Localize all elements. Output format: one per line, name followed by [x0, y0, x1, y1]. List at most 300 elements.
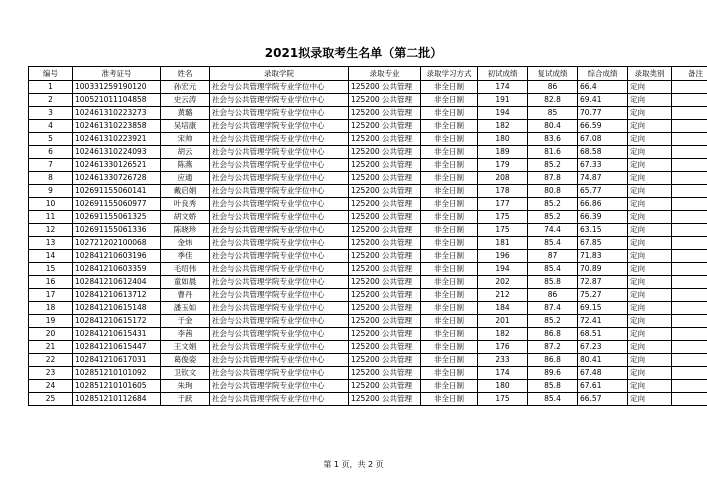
- header-col-remarks: 备注: [672, 67, 707, 81]
- table-row: [29, 289, 707, 302]
- cell-major: 125200 公共管理: [349, 133, 421, 146]
- cell-total-score: 71.83: [578, 250, 628, 263]
- table-row: [29, 276, 707, 289]
- cell-retest-score: 80.4: [528, 120, 578, 133]
- cell-initial-score: 196: [478, 250, 528, 263]
- cell-initial-score: 233: [478, 354, 528, 367]
- cell-major: 125200 公共管理: [349, 341, 421, 354]
- cell-remarks: [672, 289, 707, 302]
- cell-study-mode: 非全日制: [421, 185, 478, 198]
- cell-retest-score: 86.8: [528, 328, 578, 341]
- cell-retest-score: 85.4: [528, 263, 578, 276]
- cell-exam-id: 102461330726728: [73, 172, 161, 185]
- cell-total-score: 66.39: [578, 211, 628, 224]
- cell-study-mode: 非全日制: [421, 120, 478, 133]
- cell-number: 11: [29, 211, 73, 224]
- cell-initial-score: 177: [478, 198, 528, 211]
- cell-category: 定向: [628, 302, 672, 315]
- cell-study-mode: 非全日制: [421, 289, 478, 302]
- cell-name: 季佳: [161, 250, 210, 263]
- cell-exam-id: 102841210615172: [73, 315, 161, 328]
- cell-exam-id: 102461310224093: [73, 146, 161, 159]
- table-row: [29, 107, 707, 120]
- cell-initial-score: 194: [478, 107, 528, 120]
- table-row: [29, 211, 707, 224]
- cell-name: 曹丹: [161, 289, 210, 302]
- cell-major: 125200 公共管理: [349, 263, 421, 276]
- cell-major: 125200 公共管理: [349, 354, 421, 367]
- cell-total-score: 66.4: [578, 81, 628, 94]
- cell-college: 社会与公共管理学院专业学位中心: [210, 120, 349, 133]
- cell-initial-score: 202: [478, 276, 528, 289]
- cell-category: 定向: [628, 133, 672, 146]
- cell-total-score: 67.33: [578, 159, 628, 172]
- cell-number: 1: [29, 81, 73, 94]
- cell-number: 24: [29, 380, 73, 393]
- cell-remarks: [672, 341, 707, 354]
- cell-remarks: [672, 393, 707, 406]
- cell-college: 社会与公共管理学院专业学位中心: [210, 354, 349, 367]
- cell-total-score: 67.48: [578, 367, 628, 380]
- cell-number: 25: [29, 393, 73, 406]
- cell-name: 戴启娟: [161, 185, 210, 198]
- cell-college: 社会与公共管理学院专业学位中心: [210, 107, 349, 120]
- cell-study-mode: 非全日制: [421, 302, 478, 315]
- cell-name: 胡文娇: [161, 211, 210, 224]
- cell-college: 社会与公共管理学院专业学位中心: [210, 302, 349, 315]
- cell-college: 社会与公共管理学院专业学位中心: [210, 289, 349, 302]
- cell-name: 吴培康: [161, 120, 210, 133]
- cell-study-mode: 非全日制: [421, 107, 478, 120]
- cell-exam-id: 102461310223858: [73, 120, 161, 133]
- cell-name: 应通: [161, 172, 210, 185]
- cell-initial-score: 184: [478, 302, 528, 315]
- cell-major: 125200 公共管理: [349, 367, 421, 380]
- cell-study-mode: 非全日制: [421, 380, 478, 393]
- cell-category: 定向: [628, 185, 672, 198]
- cell-exam-id: 102851210101605: [73, 380, 161, 393]
- cell-study-mode: 非全日制: [421, 159, 478, 172]
- cell-initial-score: 182: [478, 328, 528, 341]
- cell-major: 125200 公共管理: [349, 159, 421, 172]
- cell-major: 125200 公共管理: [349, 302, 421, 315]
- cell-number: 19: [29, 315, 73, 328]
- cell-remarks: [672, 211, 707, 224]
- cell-remarks: [672, 380, 707, 393]
- cell-exam-id: 102691155061325: [73, 211, 161, 224]
- cell-college: 社会与公共管理学院专业学位中心: [210, 250, 349, 263]
- cell-college: 社会与公共管理学院专业学位中心: [210, 367, 349, 380]
- table-row: [29, 354, 707, 367]
- cell-total-score: 68.58: [578, 146, 628, 159]
- cell-retest-score: 85.2: [528, 211, 578, 224]
- cell-name: 陈燕: [161, 159, 210, 172]
- cell-name: 于金: [161, 315, 210, 328]
- cell-category: 定向: [628, 107, 672, 120]
- cell-total-score: 74.87: [578, 172, 628, 185]
- cell-remarks: [672, 328, 707, 341]
- cell-remarks: [672, 159, 707, 172]
- cell-total-score: 66.59: [578, 120, 628, 133]
- admission-table: [28, 66, 707, 406]
- cell-remarks: [672, 146, 707, 159]
- cell-study-mode: 非全日制: [421, 367, 478, 380]
- cell-initial-score: 208: [478, 172, 528, 185]
- table-row: [29, 81, 707, 94]
- cell-college: 社会与公共管理学院专业学位中心: [210, 341, 349, 354]
- table-row: [29, 367, 707, 380]
- cell-remarks: [672, 133, 707, 146]
- cell-remarks: [672, 94, 707, 107]
- cell-study-mode: 非全日制: [421, 328, 478, 341]
- cell-remarks: [672, 315, 707, 328]
- cell-retest-score: 87.2: [528, 341, 578, 354]
- cell-study-mode: 非全日制: [421, 354, 478, 367]
- table-row: [29, 133, 707, 146]
- cell-exam-id: 102841210615447: [73, 341, 161, 354]
- cell-major: 125200 公共管理: [349, 107, 421, 120]
- cell-category: 定向: [628, 380, 672, 393]
- cell-category: 定向: [628, 328, 672, 341]
- cell-college: 社会与公共管理学院专业学位中心: [210, 224, 349, 237]
- cell-category: 定向: [628, 211, 672, 224]
- cell-number: 17: [29, 289, 73, 302]
- table-row: [29, 302, 707, 315]
- cell-number: 14: [29, 250, 73, 263]
- cell-total-score: 69.15: [578, 302, 628, 315]
- cell-study-mode: 非全日制: [421, 276, 478, 289]
- cell-exam-id: 102461330126521: [73, 159, 161, 172]
- cell-number: 8: [29, 172, 73, 185]
- cell-exam-id: 102461310223921: [73, 133, 161, 146]
- cell-college: 社会与公共管理学院专业学位中心: [210, 393, 349, 406]
- cell-retest-score: 82.8: [528, 94, 578, 107]
- cell-total-score: 67.85: [578, 237, 628, 250]
- cell-total-score: 72.87: [578, 276, 628, 289]
- cell-study-mode: 非全日制: [421, 198, 478, 211]
- cell-name: 王文娟: [161, 341, 210, 354]
- cell-major: 125200 公共管理: [349, 250, 421, 263]
- cell-initial-score: 175: [478, 393, 528, 406]
- cell-name: 陈晓珍: [161, 224, 210, 237]
- cell-number: 13: [29, 237, 73, 250]
- cell-retest-score: 86.8: [528, 354, 578, 367]
- cell-number: 9: [29, 185, 73, 198]
- table-row: [29, 380, 707, 393]
- cell-study-mode: 非全日制: [421, 250, 478, 263]
- cell-retest-score: 86: [528, 81, 578, 94]
- header-col-college: 录取学院: [210, 67, 349, 81]
- cell-college: 社会与公共管理学院专业学位中心: [210, 315, 349, 328]
- cell-major: 125200 公共管理: [349, 393, 421, 406]
- cell-total-score: 65.77: [578, 185, 628, 198]
- cell-study-mode: 非全日制: [421, 263, 478, 276]
- cell-number: 2: [29, 94, 73, 107]
- cell-category: 定向: [628, 159, 672, 172]
- cell-name: 于跃: [161, 393, 210, 406]
- table-row: [29, 263, 707, 276]
- cell-name: 毛绍伟: [161, 263, 210, 276]
- cell-exam-id: 102841210613712: [73, 289, 161, 302]
- cell-number: 3: [29, 107, 73, 120]
- cell-name: 金炜: [161, 237, 210, 250]
- header-col-study-mode: 录取学习方式: [421, 67, 478, 81]
- cell-category: 定向: [628, 263, 672, 276]
- cell-college: 社会与公共管理学院专业学位中心: [210, 81, 349, 94]
- cell-initial-score: 178: [478, 185, 528, 198]
- table-row: [29, 172, 707, 185]
- cell-name: 孙宏元: [161, 81, 210, 94]
- cell-exam-id: 102841210603359: [73, 263, 161, 276]
- cell-major: 125200 公共管理: [349, 328, 421, 341]
- table-row: [29, 224, 707, 237]
- cell-category: 定向: [628, 250, 672, 263]
- cell-retest-score: 89.6: [528, 367, 578, 380]
- cell-total-score: 66.86: [578, 198, 628, 211]
- cell-exam-id: 102691155060141: [73, 185, 161, 198]
- cell-number: 7: [29, 159, 73, 172]
- cell-retest-score: 85.4: [528, 393, 578, 406]
- cell-exam-id: 102841210612404: [73, 276, 161, 289]
- cell-name: 李茜: [161, 328, 210, 341]
- cell-category: 定向: [628, 315, 672, 328]
- cell-category: 定向: [628, 172, 672, 185]
- cell-initial-score: 180: [478, 133, 528, 146]
- cell-study-mode: 非全日制: [421, 341, 478, 354]
- cell-retest-score: 85.2: [528, 198, 578, 211]
- cell-retest-score: 85.4: [528, 237, 578, 250]
- cell-number: 5: [29, 133, 73, 146]
- cell-category: 定向: [628, 81, 672, 94]
- cell-retest-score: 85.8: [528, 380, 578, 393]
- table-row: [29, 250, 707, 263]
- cell-major: 125200 公共管理: [349, 211, 421, 224]
- cell-retest-score: 87: [528, 250, 578, 263]
- cell-name: 史云涛: [161, 94, 210, 107]
- cell-college: 社会与公共管理学院专业学位中心: [210, 237, 349, 250]
- cell-retest-score: 85.2: [528, 315, 578, 328]
- cell-exam-id: 102691155061336: [73, 224, 161, 237]
- cell-remarks: [672, 276, 707, 289]
- cell-name: 葛俊姿: [161, 354, 210, 367]
- cell-category: 定向: [628, 276, 672, 289]
- cell-college: 社会与公共管理学院专业学位中心: [210, 198, 349, 211]
- header-col-retest-score: 复试成绩: [528, 67, 578, 81]
- cell-retest-score: 87.4: [528, 302, 578, 315]
- cell-major: 125200 公共管理: [349, 185, 421, 198]
- cell-category: 定向: [628, 198, 672, 211]
- cell-initial-score: 174: [478, 81, 528, 94]
- cell-study-mode: 非全日制: [421, 94, 478, 107]
- cell-initial-score: 175: [478, 211, 528, 224]
- cell-retest-score: 85.8: [528, 276, 578, 289]
- header-col-initial-score: 初试成绩: [478, 67, 528, 81]
- table-row: [29, 94, 707, 107]
- header-col-number: 编号: [29, 67, 73, 81]
- cell-college: 社会与公共管理学院专业学位中心: [210, 380, 349, 393]
- cell-exam-id: 102841210617031: [73, 354, 161, 367]
- cell-number: 16: [29, 276, 73, 289]
- cell-total-score: 67.08: [578, 133, 628, 146]
- cell-remarks: [672, 107, 707, 120]
- cell-number: 12: [29, 224, 73, 237]
- cell-major: 125200 公共管理: [349, 276, 421, 289]
- cell-name: 童如晨: [161, 276, 210, 289]
- cell-college: 社会与公共管理学院专业学位中心: [210, 263, 349, 276]
- cell-study-mode: 非全日制: [421, 224, 478, 237]
- cell-retest-score: 83.6: [528, 133, 578, 146]
- cell-remarks: [672, 120, 707, 133]
- cell-initial-score: 201: [478, 315, 528, 328]
- cell-college: 社会与公共管理学院专业学位中心: [210, 172, 349, 185]
- cell-category: 定向: [628, 289, 672, 302]
- cell-major: 125200 公共管理: [349, 289, 421, 302]
- table-row: [29, 393, 707, 406]
- cell-study-mode: 非全日制: [421, 133, 478, 146]
- cell-exam-id: 102851210101092: [73, 367, 161, 380]
- cell-major: 125200 公共管理: [349, 120, 421, 133]
- table-row: [29, 185, 707, 198]
- cell-name: 叶良秀: [161, 198, 210, 211]
- table-row: [29, 146, 707, 159]
- cell-exam-id: 102841210615431: [73, 328, 161, 341]
- cell-remarks: [672, 263, 707, 276]
- cell-initial-score: 191: [478, 94, 528, 107]
- cell-study-mode: 非全日制: [421, 172, 478, 185]
- cell-exam-id: 102851210112684: [73, 393, 161, 406]
- cell-number: 21: [29, 341, 73, 354]
- cell-name: 胡云: [161, 146, 210, 159]
- cell-total-score: 66.57: [578, 393, 628, 406]
- cell-number: 20: [29, 328, 73, 341]
- cell-total-score: 80.41: [578, 354, 628, 367]
- cell-category: 定向: [628, 237, 672, 250]
- cell-name: 黄璐: [161, 107, 210, 120]
- cell-major: 125200 公共管理: [349, 146, 421, 159]
- cell-initial-score: 212: [478, 289, 528, 302]
- table-row: [29, 341, 707, 354]
- cell-number: 6: [29, 146, 73, 159]
- cell-retest-score: 85.2: [528, 159, 578, 172]
- cell-remarks: [672, 172, 707, 185]
- table-body: [29, 81, 707, 406]
- cell-exam-id: 102841210603196: [73, 250, 161, 263]
- cell-total-score: 67.23: [578, 341, 628, 354]
- header-col-category: 录取类别: [628, 67, 672, 81]
- cell-category: 定向: [628, 341, 672, 354]
- cell-retest-score: 85: [528, 107, 578, 120]
- table-row: [29, 198, 707, 211]
- cell-exam-id: 102691155060977: [73, 198, 161, 211]
- cell-exam-id: 102721202100068: [73, 237, 161, 250]
- header-col-name: 姓名: [161, 67, 210, 81]
- cell-major: 125200 公共管理: [349, 94, 421, 107]
- cell-number: 18: [29, 302, 73, 315]
- cell-college: 社会与公共管理学院专业学位中心: [210, 328, 349, 341]
- cell-college: 社会与公共管理学院专业学位中心: [210, 159, 349, 172]
- header-col-major: 录取专业: [349, 67, 421, 81]
- cell-retest-score: 86: [528, 289, 578, 302]
- table-row: [29, 159, 707, 172]
- table-header-row: [29, 67, 707, 81]
- cell-study-mode: 非全日制: [421, 146, 478, 159]
- cell-remarks: [672, 81, 707, 94]
- cell-remarks: [672, 185, 707, 198]
- cell-major: 125200 公共管理: [349, 380, 421, 393]
- cell-study-mode: 非全日制: [421, 237, 478, 250]
- cell-category: 定向: [628, 146, 672, 159]
- cell-name: 朱珣: [161, 380, 210, 393]
- table-row: [29, 328, 707, 341]
- cell-remarks: [672, 250, 707, 263]
- cell-total-score: 68.51: [578, 328, 628, 341]
- cell-number: 10: [29, 198, 73, 211]
- cell-category: 定向: [628, 120, 672, 133]
- document-title: 2021拟录取考生名单（第二批）: [264, 46, 443, 60]
- cell-initial-score: 176: [478, 341, 528, 354]
- cell-remarks: [672, 367, 707, 380]
- cell-remarks: [672, 237, 707, 250]
- cell-total-score: 70.77: [578, 107, 628, 120]
- cell-category: 定向: [628, 393, 672, 406]
- cell-total-score: 67.61: [578, 380, 628, 393]
- cell-initial-score: 194: [478, 263, 528, 276]
- cell-number: 22: [29, 354, 73, 367]
- table-row: [29, 120, 707, 133]
- cell-college: 社会与公共管理学院专业学位中心: [210, 185, 349, 198]
- cell-college: 社会与公共管理学院专业学位中心: [210, 276, 349, 289]
- cell-name: 潘玉如: [161, 302, 210, 315]
- cell-initial-score: 180: [478, 380, 528, 393]
- cell-initial-score: 181: [478, 237, 528, 250]
- page-footer: 第 1 页，共 2 页: [323, 460, 384, 469]
- cell-initial-score: 179: [478, 159, 528, 172]
- cell-major: 125200 公共管理: [349, 237, 421, 250]
- cell-college: 社会与公共管理学院专业学位中心: [210, 211, 349, 224]
- cell-name: 宋帅: [161, 133, 210, 146]
- cell-college: 社会与公共管理学院专业学位中心: [210, 94, 349, 107]
- cell-remarks: [672, 224, 707, 237]
- cell-number: 4: [29, 120, 73, 133]
- cell-major: 125200 公共管理: [349, 81, 421, 94]
- cell-exam-id: 100331259190120: [73, 81, 161, 94]
- cell-category: 定向: [628, 367, 672, 380]
- cell-category: 定向: [628, 94, 672, 107]
- header-col-total-score: 综合成绩: [578, 67, 628, 81]
- cell-total-score: 69.41: [578, 94, 628, 107]
- cell-retest-score: 87.8: [528, 172, 578, 185]
- cell-exam-id: 102461310223273: [73, 107, 161, 120]
- cell-major: 125200 公共管理: [349, 172, 421, 185]
- cell-number: 23: [29, 367, 73, 380]
- header-col-exam-id: 准考证号: [73, 67, 161, 81]
- cell-retest-score: 81.6: [528, 146, 578, 159]
- cell-major: 125200 公共管理: [349, 224, 421, 237]
- cell-major: 125200 公共管理: [349, 315, 421, 328]
- cell-study-mode: 非全日制: [421, 211, 478, 224]
- cell-total-score: 70.89: [578, 263, 628, 276]
- cell-category: 定向: [628, 354, 672, 367]
- cell-college: 社会与公共管理学院专业学位中心: [210, 133, 349, 146]
- cell-total-score: 72.41: [578, 315, 628, 328]
- cell-exam-id: 100521011104858: [73, 94, 161, 107]
- cell-total-score: 63.15: [578, 224, 628, 237]
- cell-study-mode: 非全日制: [421, 81, 478, 94]
- cell-major: 125200 公共管理: [349, 198, 421, 211]
- cell-initial-score: 175: [478, 224, 528, 237]
- cell-retest-score: 74.4: [528, 224, 578, 237]
- table-row: [29, 237, 707, 250]
